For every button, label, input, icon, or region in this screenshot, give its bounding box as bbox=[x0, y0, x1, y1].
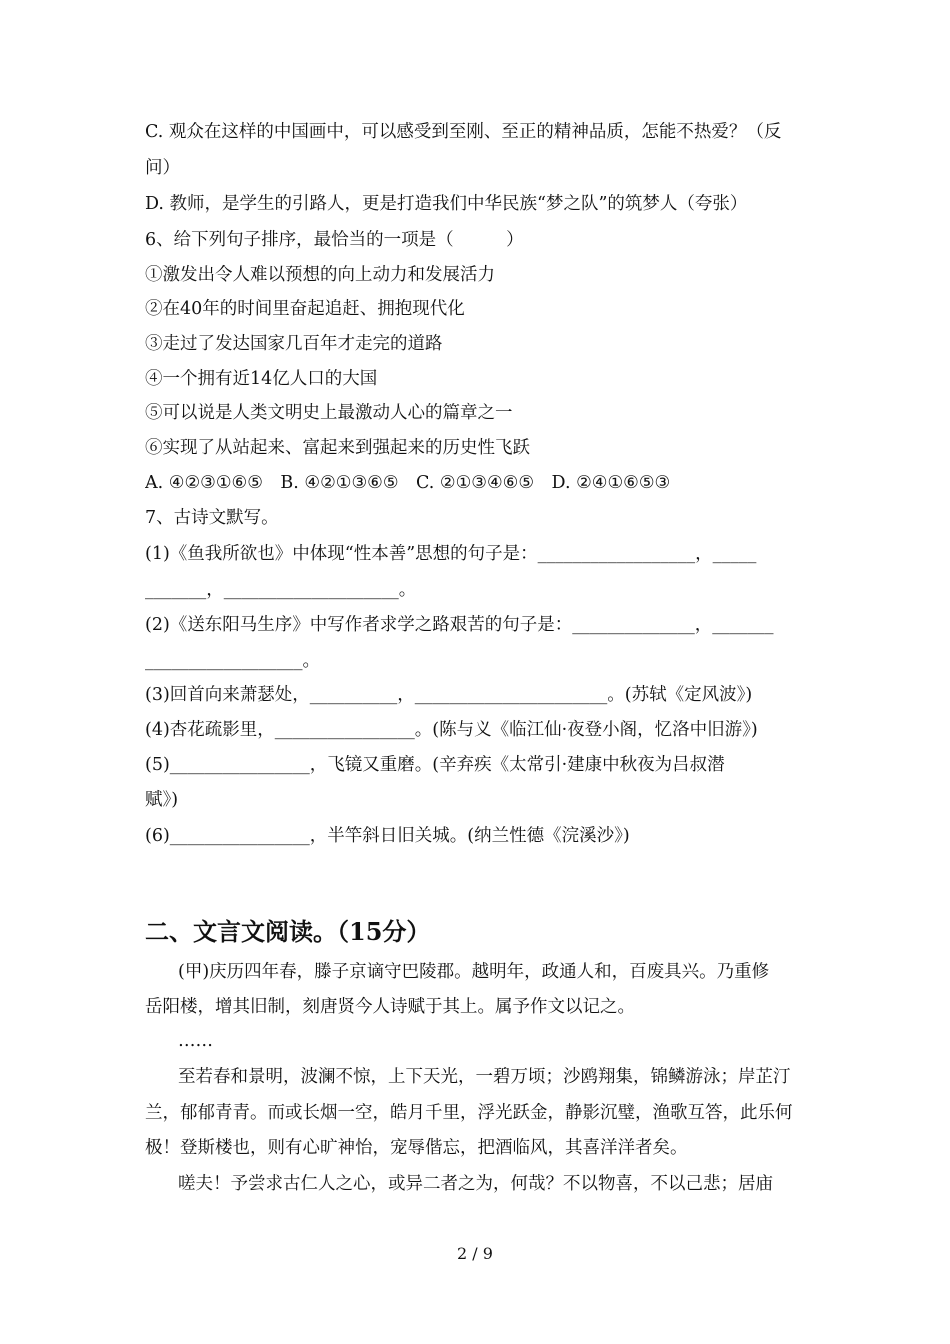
passage-line: 兰，郁郁青青。而或长烟一空，皓月千里，浮光跃金，静影沉璧，渔歌互答，此乐何 bbox=[145, 1103, 793, 1123]
question-6: 6、给下列句子排序，最恰当的一项是（ ） bbox=[145, 230, 524, 250]
section-heading: 二、文言文阅读。（15分） bbox=[145, 917, 431, 946]
option-d: D. 教师，是学生的引路人，更是打造我们中华民族“梦之队”的筑梦人（夸张） bbox=[145, 194, 748, 214]
sentence-5: ⑤可以说是人类文明史上最激动人心的篇章之一 bbox=[145, 403, 513, 423]
blank-2: (2)《送东阳马生序》中写作者求学之路艰苦的句子是：______________，_______ bbox=[145, 615, 774, 635]
blank-5: (5)________________，飞镜又重磨。(辛弃疾《太常引·建康中秋夜为吕叔潜 bbox=[145, 755, 725, 775]
passage-line: 极！登斯楼也，则有心旷神怡，宠辱偕忘，把酒临风，其喜洋洋者矣。 bbox=[145, 1138, 688, 1158]
sentence-3: ③走过了发达国家几百年才走完的道路 bbox=[145, 334, 443, 354]
blank-1: (1)《鱼我所欲也》中体现“性本善”思想的句子是：__________________，_____ bbox=[145, 544, 757, 564]
passage-line: 岳阳楼，增其旧制，刻唐贤今人诗赋于其上。属予作文以记之。 bbox=[145, 997, 635, 1017]
sentence-2: ②在40年的时间里奋起追赶、拥抱现代化 bbox=[145, 299, 465, 319]
passage-line: (甲)庆历四年春，滕子京谪守巴陵郡。越明年，政通人和，百废具兴。乃重修 bbox=[178, 962, 770, 982]
ellipsis: …… bbox=[178, 1031, 213, 1051]
blank-4: (4)杏花疏影里，________________。(陈与义《临江仙·夜登小阁，忆洛中旧游》) bbox=[145, 720, 758, 740]
blank-1-continuation: _______，____________________。 bbox=[145, 580, 417, 600]
question-6-options: A. ④②③①⑥⑤ B. ④②①③⑥⑤ C. ②①③④⑥⑤ D. ②④①⑥⑤③ bbox=[145, 473, 671, 493]
page-number: 2 / 9 bbox=[457, 1244, 493, 1263]
sentence-4: ④一个拥有近14亿人口的大国 bbox=[145, 369, 378, 389]
option-c-continuation: 问） bbox=[145, 158, 180, 178]
passage-line: 至若春和景明，波澜不惊，上下天光，一碧万顷；沙鸥翔集，锦鳞游泳；岸芷汀 bbox=[178, 1067, 791, 1087]
passage-line: 嗟夫！予尝求古仁人之心，或异二者之为，何哉？不以物喜，不以己悲；居庙 bbox=[178, 1174, 773, 1194]
blank-5-continuation: 赋》) bbox=[145, 790, 179, 810]
sentence-6: ⑥实现了从站起来、富起来到强起来的历史性飞跃 bbox=[145, 438, 530, 458]
sentence-1: ①激发出令人难以预想的向上动力和发展活力 bbox=[145, 265, 495, 285]
blank-2-continuation: __________________。 bbox=[145, 651, 320, 671]
option-c: C. 观众在这样的中国画中，可以感受到至刚、至正的精神品质，怎能不热爱？（反 bbox=[145, 122, 782, 142]
blank-6: (6)________________，半竿斜日旧关城。(纳兰性德《浣溪沙》) bbox=[145, 826, 630, 846]
blank-3: (3)回首向来萧瑟处，__________，______________________。(苏轼《定风波》) bbox=[145, 685, 753, 705]
question-7: 7、古诗文默写。 bbox=[145, 508, 279, 528]
